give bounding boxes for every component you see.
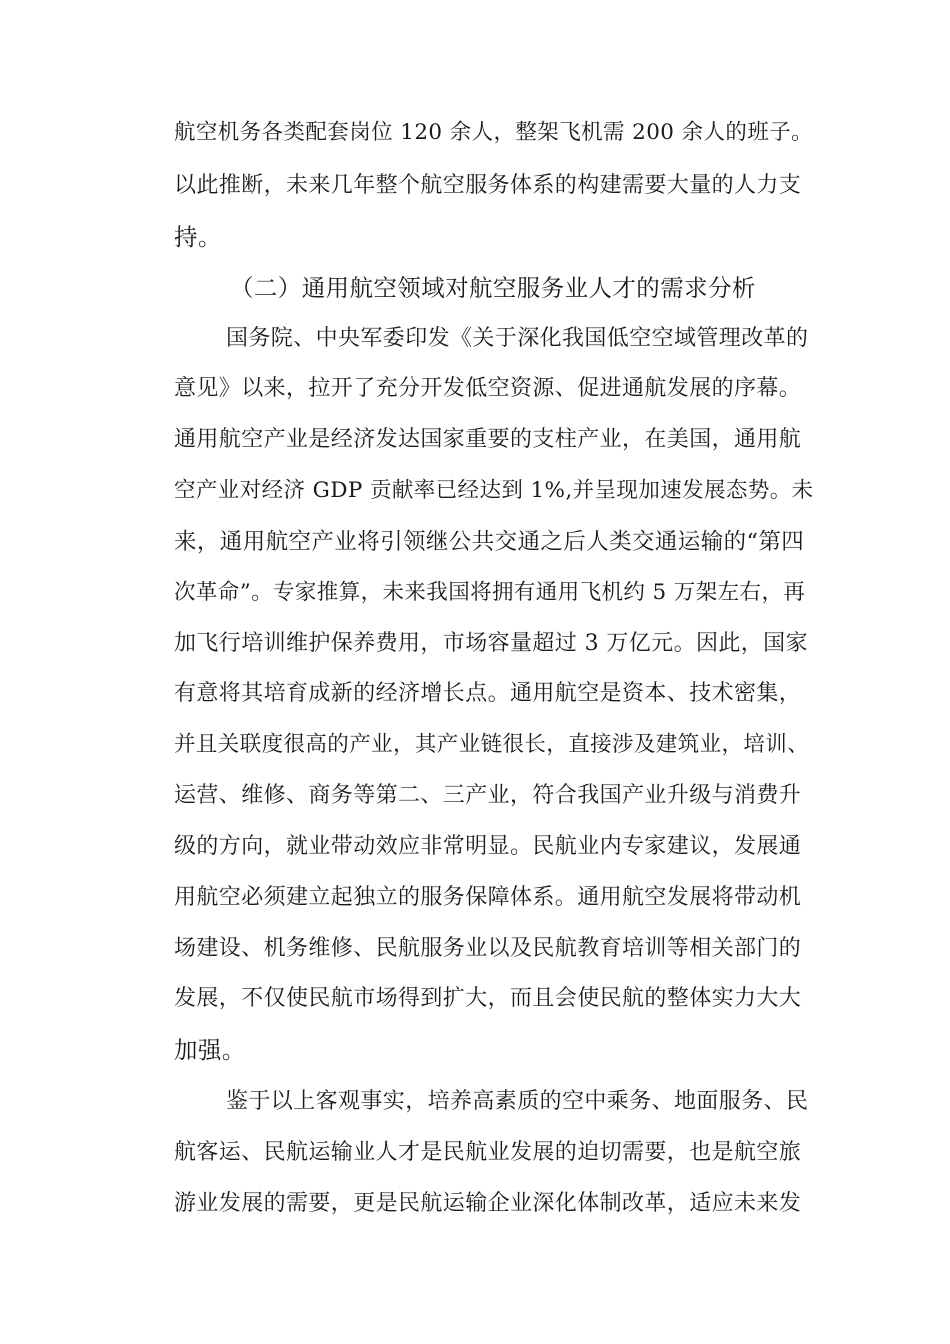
text-line: 场建设、机务维修、民航服务业以及民航教育培训等相关部门的 — [174, 936, 802, 961]
text-line: 级的方向，就业带动效应非常明显。民航业内专家建议，发展通 — [174, 834, 802, 859]
section-heading: （二）通用航空领域对航空服务业人才的需求分析 — [230, 274, 756, 302]
text-line: 次革命”。专家推算，未来我国将拥有通用飞机约 5 万架左右，再 — [174, 580, 806, 605]
text-line: 持。 — [174, 223, 222, 251]
text-line: 有意将其培育成新的经济增长点。通用航空是资本、技术密集， — [174, 681, 802, 706]
text-line: 加强。 — [174, 1036, 246, 1064]
text-line: 通用航空产业是经济发达国家重要的支柱产业，在美国，通用航 — [174, 427, 802, 452]
paragraph-first-line: 国务院、中央军委印发《关于深化我国低空空域管理改革的 — [226, 326, 809, 351]
text-line: 航客运、民航运输业人才是民航业发展的迫切需要，也是航空旅 — [174, 1140, 802, 1165]
text-line: 航空机务各类配套岗位 120 余人，整架飞机需 200 余人的班子。 — [174, 120, 814, 145]
text-line: 发展，不仅使民航市场得到扩大，而且会使民航的整体实力大大 — [174, 986, 802, 1011]
text-line: 以此推断，未来几年整个航空服务体系的构建需要大量的人力支 — [174, 173, 802, 198]
text-line: 来，通用航空产业将引领继公共交通之后人类交通运输的“第四 — [174, 529, 805, 555]
text-line: 用航空必须建立起独立的服务保障体系。通用航空发展将带动机 — [174, 885, 802, 910]
text-line: 空产业对经济 GDP 贡献率已经达到 1%,并呈现加速发展态势。未 — [174, 478, 814, 503]
text-line: 并且关联度很高的产业，其产业链很长，直接涉及建筑业，培训、 — [174, 732, 810, 757]
paragraph-first-line: 鉴于以上客观事实，培养高素质的空中乘务、地面服务、民 — [226, 1089, 809, 1114]
text-line: 运营、维修、商务等第二、三产业，符合我国产业升级与消费升 — [174, 783, 802, 808]
text-line: 加飞行培训维护保养费用，市场容量超过 3 万亿元。因此，国家 — [174, 631, 808, 656]
text-line: 意见》以来，拉开了充分开发低空资源、促进通航发展的序幕。 — [174, 376, 802, 401]
text-line: 游业发展的需要，更是民航运输企业深化体制改革，适应未来发 — [174, 1191, 802, 1216]
